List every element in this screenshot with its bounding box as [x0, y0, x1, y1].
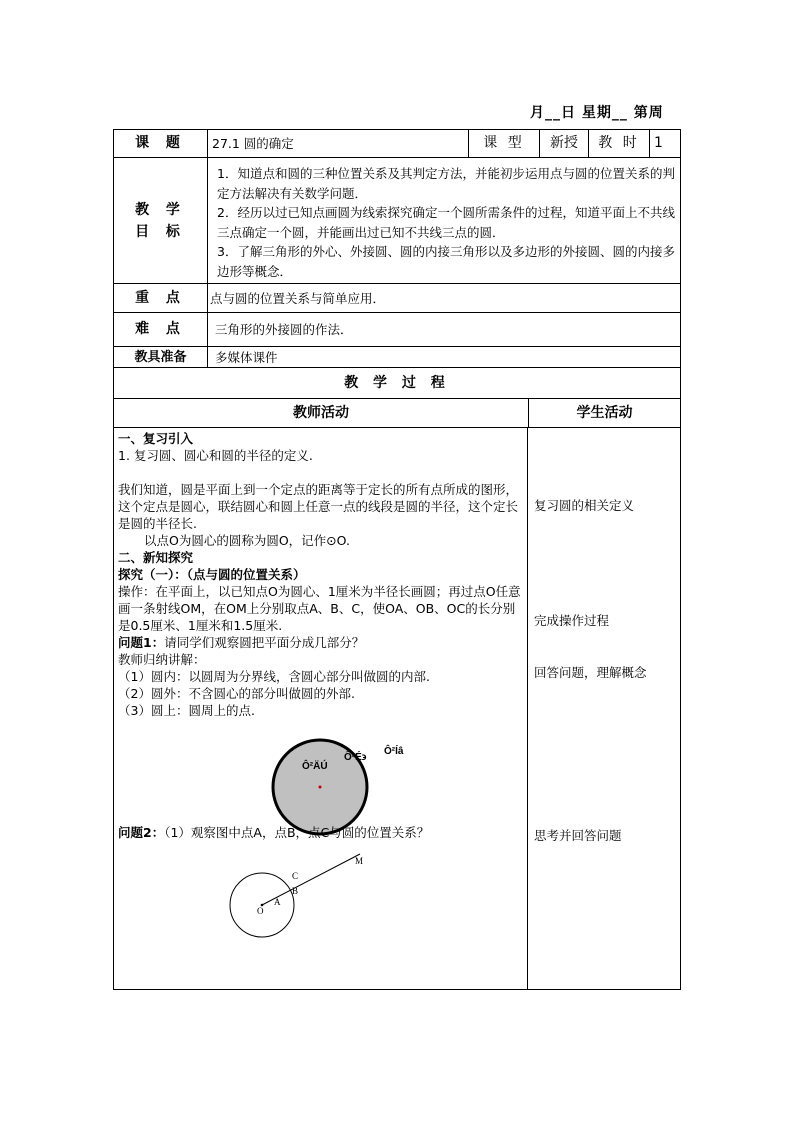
tools-value: 多媒体课件	[207, 346, 681, 368]
label-inside: Ô²ÄÚ	[302, 761, 328, 772]
teacher-activity-header: 教师活动	[113, 398, 529, 428]
process-title: 教 学 过 程	[113, 367, 681, 399]
student-review: 复习圆的相关定义	[534, 498, 635, 513]
key-point-label: 重 点	[113, 283, 208, 313]
tools-label: 教具准备	[113, 346, 208, 368]
ray-figure	[224, 848, 384, 938]
hours-value: 1	[649, 129, 681, 158]
question-2-label: 问题2：	[118, 825, 165, 840]
goals-list	[207, 157, 681, 284]
section-explore: 二、新知探究	[118, 550, 194, 565]
goals-label: 教 学 目 标	[113, 157, 208, 284]
label-b: B	[292, 886, 299, 896]
teacher-summary-label: 教师归纳讲解：	[118, 652, 206, 667]
type-label: 课 型	[468, 129, 540, 158]
key-point-value: 点与圆的位置关系与简单应用．	[207, 283, 681, 313]
summary-outside: （2）圆外：不含圆心的部分叫做圆的外部.	[118, 686, 355, 701]
section-review: 一、复习引入	[118, 431, 194, 446]
label-outside: Ô²Íâ	[384, 746, 404, 757]
student-operation: 完成操作过程	[534, 613, 610, 628]
explore-1-title: 探究（一）：（点与圆的位置关系）	[118, 567, 306, 582]
label-a: A	[274, 897, 281, 907]
date-line: 月__日 星期__ 第周	[530, 105, 664, 121]
student-think: 思考并回答问题	[534, 828, 622, 843]
difficulty-value: 三角形的外接圆的作法．	[207, 312, 681, 347]
question-2	[118, 824, 429, 841]
label-c: C	[292, 871, 299, 881]
student-activity-cell	[528, 427, 681, 990]
center-dot	[319, 786, 322, 789]
label-on: Ô²É϶	[344, 752, 367, 763]
label-m: M	[355, 856, 364, 866]
student-activity-header: 学生活动	[528, 398, 681, 428]
question-1	[118, 634, 523, 651]
circle-definition: 我们知道，圆是平面上到一个定点的距离等于定长的所有点所成的图形，这个定点是圆心，联结圆心和圆上任意一点的线段是圆的半径，这个定长是圆的半径长.	[118, 482, 519, 531]
review-item-1: 1. 复习圆、圆心和圆的半径的定义.	[118, 448, 313, 463]
student-answer: 回答问题，理解概念	[534, 665, 647, 680]
hours-label: 教 时	[588, 129, 650, 158]
question-1-text: 请同学们观察圆把平面分成几部分？	[164, 635, 365, 650]
goal-item-2: 2．经历以过已知点画圆为线索探究确定一个圆所需条件的过程，知道平面上不共线三点确定一个圆，并能画出过已知不共线三点的圆．	[217, 205, 675, 240]
question-2-text: （1）观察图中点A，点B，点C与圆的位置关系？	[164, 825, 430, 840]
summary-on: （3）圆上：圆周上的点.	[118, 703, 255, 718]
topic-value: 27.1 圆的确定	[207, 129, 469, 158]
goal-item-3: 3．了解三角形的外心、外接圆、圆的内接三角形以及多边形的外接圆、圆的内接多边形等概念．	[217, 244, 675, 279]
topic-label: 课 题	[113, 129, 208, 158]
circle-notation: 以点O为圆心的圆称为圆O，记作⊙O.	[144, 533, 350, 548]
goal-item-1: 1．知道点和圆的三种位置关系及其判定方法，并能初步运用点与圆的位置关系的判定方法解决有关数学问题．	[217, 166, 675, 201]
teacher-activity-cell	[113, 427, 528, 990]
summary-inside: （1）圆内：以圆周为分界线，含圆心部分叫做圆的内部.	[118, 669, 430, 684]
type-value: 新授	[539, 129, 589, 158]
operation-text: 操作：在平面上，以已知点O为圆心、1厘米为半径长画圆；再过点O任意画一条射线OM，在OM上分别取点A、B、C，使OA、OB、OC的长分别是0.5厘米、1厘米和1.5厘米.	[118, 584, 521, 633]
difficulty-label: 难 点	[113, 312, 208, 347]
question-1-label: 问题1：	[118, 635, 165, 650]
label-o: O	[257, 906, 264, 916]
